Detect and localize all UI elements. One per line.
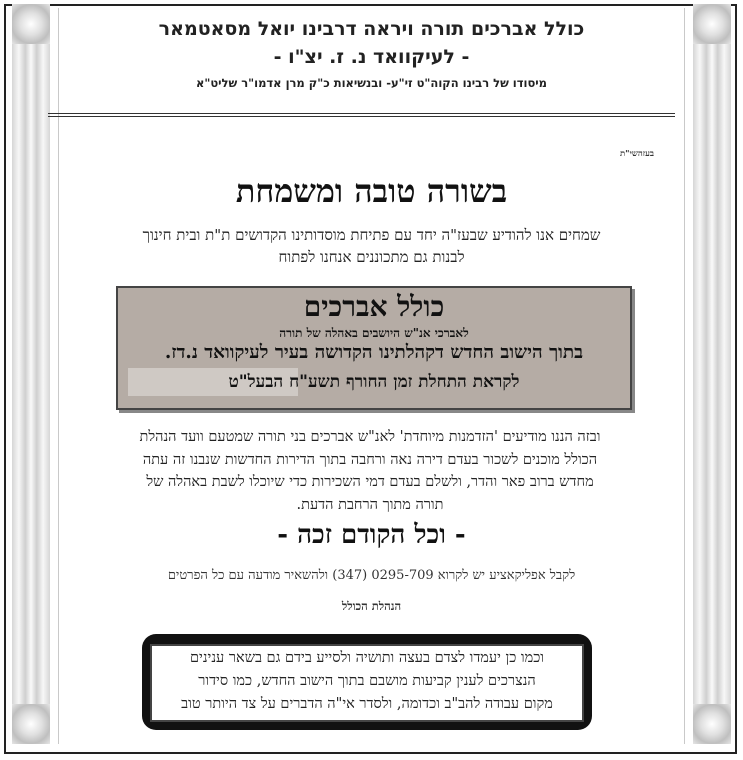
paragraph-line-1: ובזה הננו מודיעים 'הזדמנות מיוחדת' לאנ"ש אברכים בני תורה שמטעם וועד הנהלת bbox=[139, 429, 601, 445]
paragraph-line-4: תורה מתוך הרחבת הדעת. bbox=[296, 496, 444, 513]
box-title: כולל אברכים bbox=[303, 290, 445, 323]
header-founder-line: מיסודו של רבינו הקוה"ט זי"ע- ובנשיאות כ"ק מרן אדמו"ר שליט"א bbox=[196, 76, 547, 90]
box-location-line: בתוך הישוב החדש דקהלתינו הקדושה בעיר לעיקוואד נ.דז. bbox=[164, 342, 584, 363]
note-line-2: הנצרכים לענין קביעות מושבם בתוך הישוב החדש, כמו סידור bbox=[198, 673, 536, 689]
note-box bbox=[150, 644, 584, 722]
signature: הנהלת הכולל bbox=[341, 599, 402, 613]
box-subtitle: לאברכי אנ"ש היושבים באהלה של תורה bbox=[279, 326, 469, 340]
note-line-1: וכמו כן יעמדו לצדם בעצה ותושיה ולסייע בידם גם בשאר ענינים bbox=[189, 650, 545, 666]
box-start-time: לקראת התחלת זמן החורף תשע"ח הבעל"ט bbox=[228, 372, 520, 392]
header-divider-top bbox=[48, 113, 675, 114]
paragraph-line-3: מחדש ברוב פאר והדר, ולשלם בעדם דמי השכירות כדי שיוכלו לשבת באהלה של bbox=[146, 474, 594, 490]
left-pillar-decoration bbox=[12, 4, 50, 744]
kollel-announcement-box bbox=[116, 286, 632, 410]
header-divider-bottom bbox=[48, 116, 675, 117]
header-location: - לעיקוואד נ. ז. יצ"ו - bbox=[273, 46, 470, 68]
application-instructions: לקבל אפליקאציע יש לקרוא 0295-709 (347) ולהשאיר מודעה עם כל הפרטים bbox=[167, 568, 576, 583]
header bbox=[60, 12, 683, 90]
note-line-3: מקום עבודה להב"ב וכדומה, ולסדר אי"ה הדברים על צד היותר טוב bbox=[181, 696, 553, 712]
intro-line-1: שמחים אנו להודיע שבעז"ה יחד עם פתיחת מוסדותינו הקדושים ת"ת ובית חינוך bbox=[142, 226, 601, 244]
right-pillar-decoration bbox=[693, 4, 731, 744]
call-to-action: - וכל הקודם זכה - bbox=[277, 520, 466, 550]
besiyata-dishmaya: בעזהשי"ת bbox=[620, 149, 655, 159]
header-title: כולל אברכים תורה ויראה דרבינו יואל מסאטמאר bbox=[158, 18, 585, 40]
intro-text bbox=[60, 224, 683, 268]
details-paragraph bbox=[64, 426, 676, 516]
headline: בשורה טובה ומשמחת bbox=[235, 172, 508, 210]
paragraph-line-2: הכולל מוכנים לשכור בעדם דירה נאה ורחבה בתוך הדירות החדשות שנבנו זה עתה bbox=[142, 451, 598, 468]
intro-line-2: לבנות גם מתכוננים אנחנו לפתוח bbox=[278, 248, 465, 266]
